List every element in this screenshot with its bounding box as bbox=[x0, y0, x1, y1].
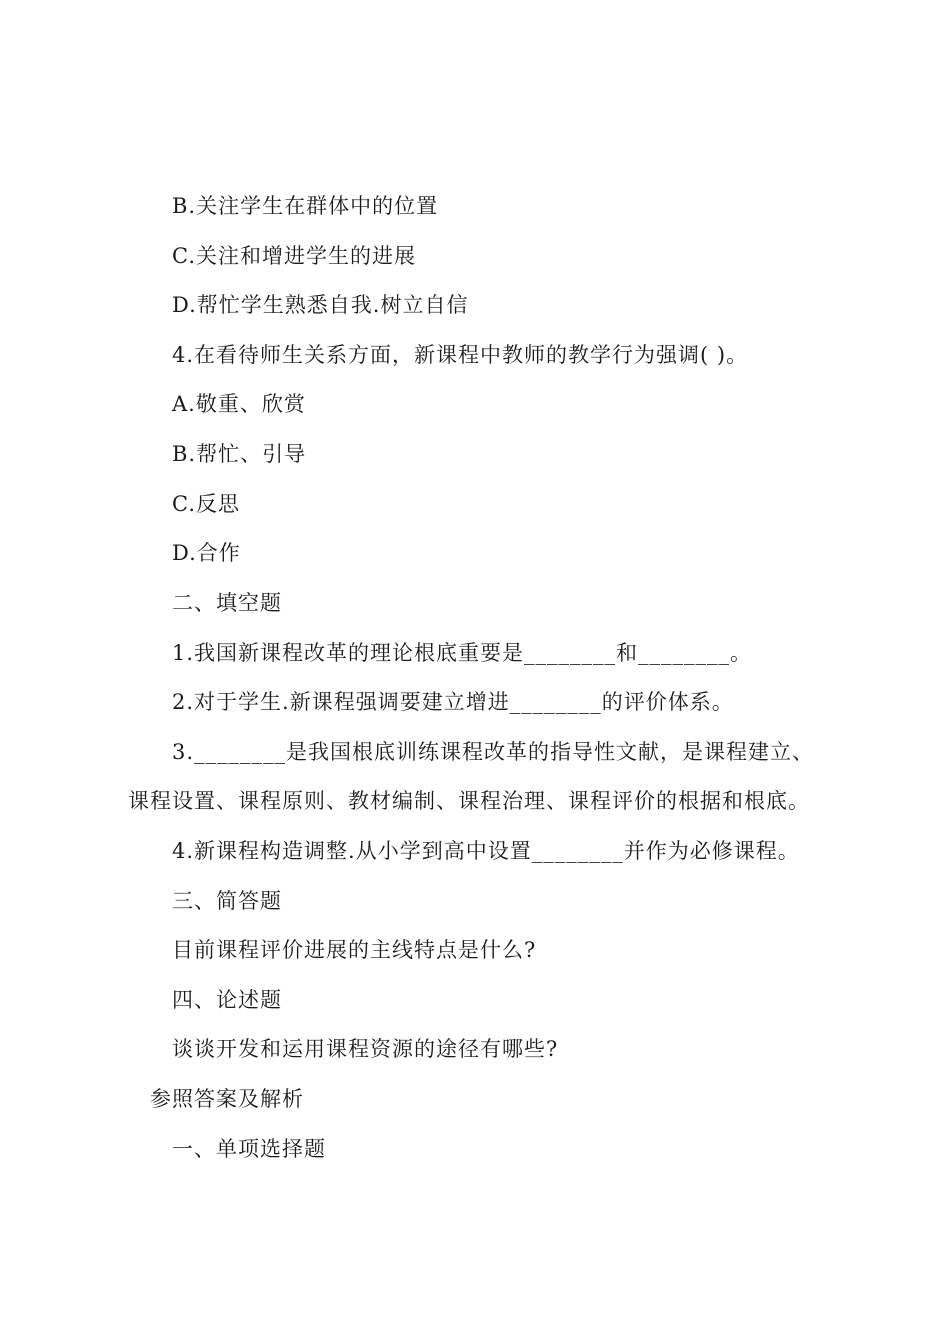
option-b-line: B.帮忙、引导 bbox=[172, 442, 307, 466]
option-c-line: C.反思 bbox=[172, 492, 240, 516]
section-heading: 二、填空题 bbox=[172, 591, 282, 615]
option-b-line: B.关注学生在群体中的位置 bbox=[172, 194, 439, 218]
short-answer-question: 目前课程评价进展的主线特点是什么? bbox=[172, 938, 537, 962]
fill-blank-question-2: 2.对于学生.新课程强调要建立增进________的评价体系。 bbox=[172, 690, 734, 714]
essay-question: 谈谈开发和运用课程资源的途径有哪些? bbox=[172, 1037, 559, 1061]
section-heading: 四、论述题 bbox=[172, 988, 282, 1012]
answers-heading: 参照答案及解析 bbox=[150, 1087, 304, 1111]
fill-blank-question-3-continued: 课程设置、课程原则、教材编制、课程治理、课程评价的根据和根底。 bbox=[128, 789, 810, 813]
option-d-line: D.帮忙学生熟悉自我.树立自信 bbox=[172, 293, 469, 317]
question-4-line: 4.在看待师生关系方面，新课程中教师的教学行为强调( )。 bbox=[172, 343, 749, 367]
section-heading: 一、单项选择题 bbox=[172, 1137, 326, 1161]
option-d-line: D.合作 bbox=[172, 541, 241, 565]
section-heading: 三、简答题 bbox=[172, 889, 282, 913]
option-a-line: A.敬重、欣赏 bbox=[172, 392, 306, 416]
option-c-line: C.关注和增进学生的进展 bbox=[172, 244, 416, 268]
fill-blank-question-3: 3.________是我国根底训练课程改革的指导性文献，是课程建立、 bbox=[172, 740, 815, 764]
fill-blank-question-1: 1.我国新课程改革的理论根底重要是________和________。 bbox=[172, 641, 753, 665]
fill-blank-question-4: 4.新课程构造调整.从小学到高中设置________并作为必修课程。 bbox=[172, 839, 800, 863]
